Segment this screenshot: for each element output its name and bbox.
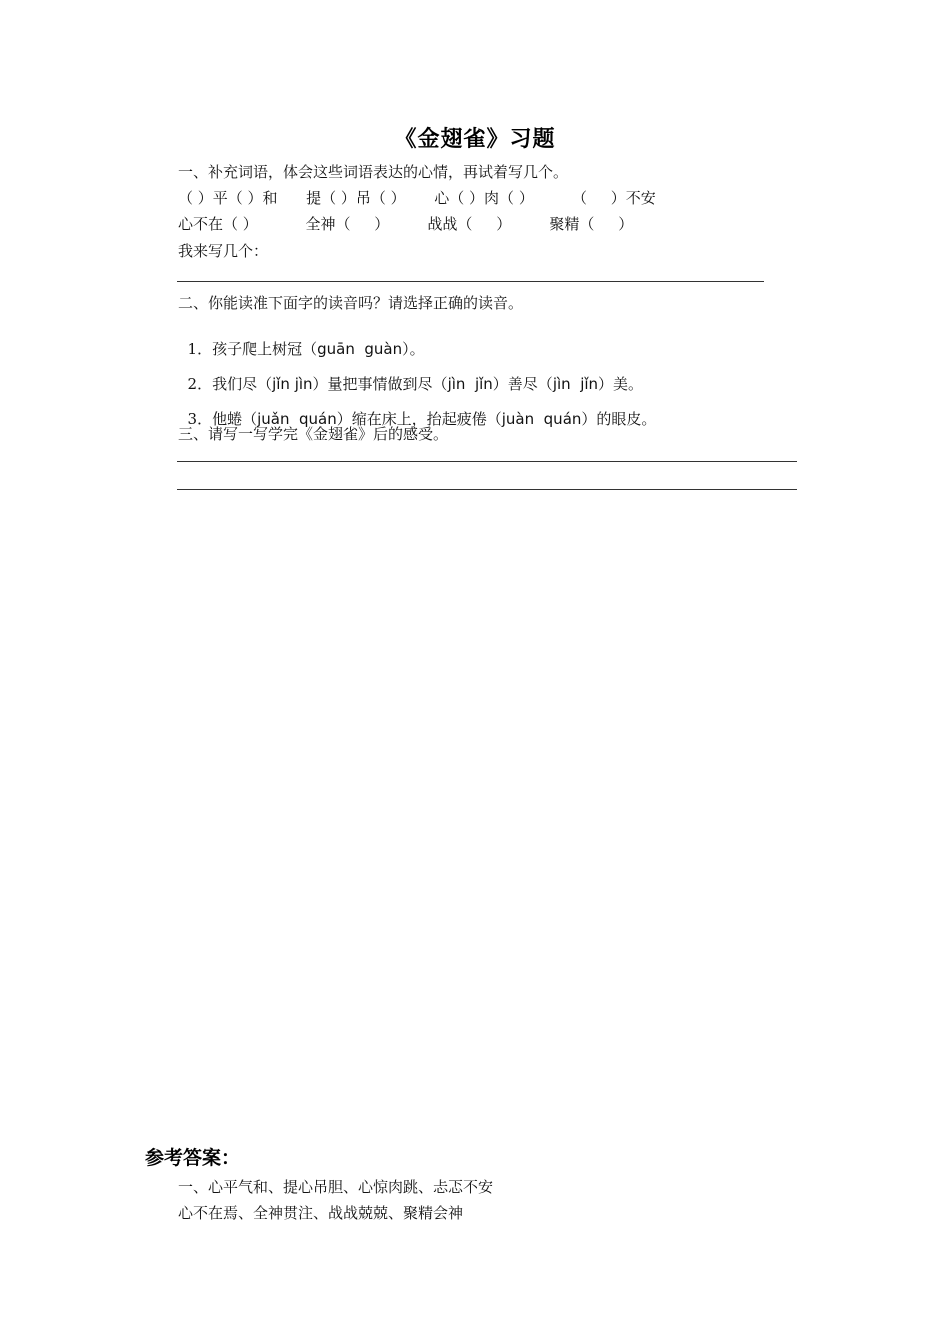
q2-item-2 bbox=[178, 355, 643, 394]
q1-row2: 心不在（ ） 全神（ ） 战战（ ） 聚精（ ） bbox=[178, 215, 634, 233]
q2-item-1-post: ）。 bbox=[402, 340, 425, 358]
q2-item-2-post: ）美。 bbox=[598, 375, 644, 393]
q1-heading: 一、补充词语，体会这些词语表达的心情，再试着写几个。 bbox=[178, 163, 569, 181]
q2-item-2-pinyin-3: jìn jǐn bbox=[552, 375, 599, 393]
q2-item-2-pinyin-2: jìn jǐn bbox=[447, 375, 493, 393]
q2-item-1-pre: 1．孩子爬上树冠（ bbox=[187, 340, 318, 358]
q2-item-1 bbox=[178, 320, 425, 359]
q2-item-3-mid-1: ）缩在床上，抬起疲倦（ bbox=[336, 410, 502, 428]
page-title: 《金翅雀》习题 bbox=[394, 127, 556, 152]
q2-heading: 二、你能读准下面字的读音吗？请选择正确的读音。 bbox=[178, 294, 524, 312]
q1-answer-line[interactable] bbox=[177, 281, 764, 282]
q3-answer-line-2[interactable] bbox=[177, 489, 797, 490]
q2-item-3-pinyin-2: juàn quán bbox=[501, 410, 582, 428]
q3-answer-line-1[interactable] bbox=[177, 461, 797, 462]
q2-item-2-mid-1: ）量把事情做到尽（ bbox=[312, 375, 448, 393]
q2-item-2-pre: 2．我们尽（ bbox=[187, 375, 273, 393]
q2-item-3-post: ）的眼皮。 bbox=[581, 410, 657, 428]
q1-row1: （ ）平（ ）和 提（ ）吊（ ） 心（ ）肉（ ） （ ）不安 bbox=[178, 189, 656, 207]
q2-item-1-pinyin: guān guàn bbox=[317, 340, 403, 358]
answers-line-2: 心不在焉、全神贯注、战战兢兢、聚精会神 bbox=[178, 1204, 464, 1222]
q1-write-prompt: 我来写几个： bbox=[178, 242, 269, 260]
q3-heading: 三、请写一写学完《金翅雀》后的感受。 bbox=[178, 425, 449, 443]
q2-item-2-mid-2: ）善尽（ bbox=[492, 375, 553, 393]
answers-line-1: 一、心平气和、提心吊胆、心惊肉跳、忐忑不安 bbox=[178, 1178, 494, 1196]
q2-item-2-pinyin-1: jǐn jìn bbox=[272, 375, 313, 393]
answers-title: 参考答案： bbox=[145, 1147, 241, 1169]
q2-item-3-pre: 3．他蜷（ bbox=[187, 410, 258, 428]
q2-item-3-pinyin-1: juǎn quán bbox=[257, 410, 337, 428]
